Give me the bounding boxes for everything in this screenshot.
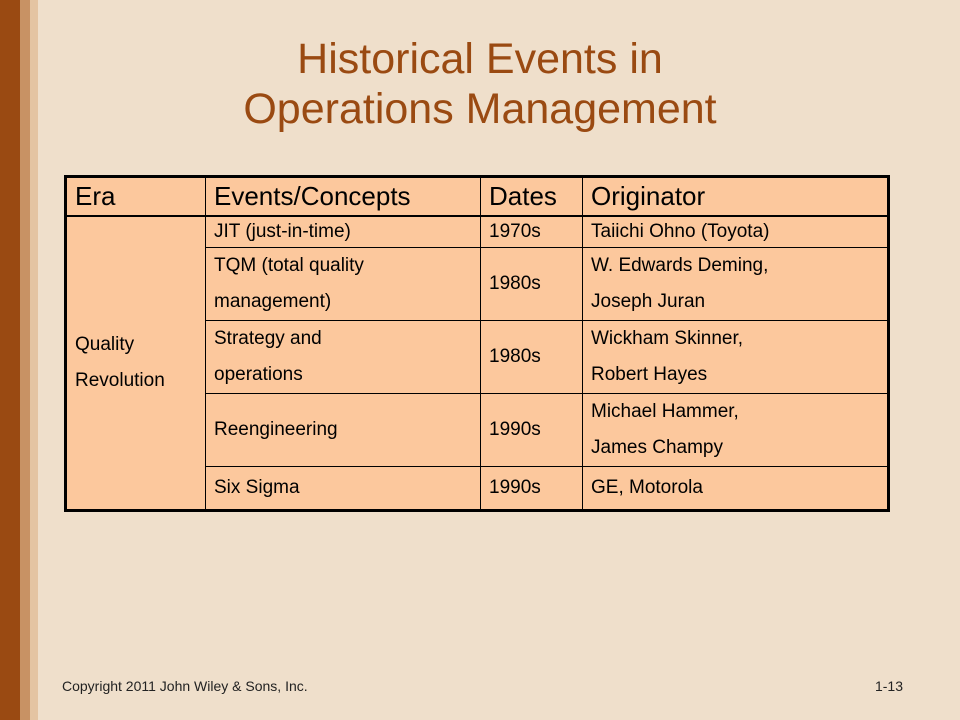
slide-title — [40, 34, 920, 134]
left-stripe-light — [30, 0, 38, 720]
originator-cell — [583, 216, 889, 247]
event-cell — [206, 466, 481, 510]
event-line-1: Strategy and — [214, 327, 322, 349]
header-row — [66, 177, 889, 217]
event-line-1: JIT (just-in-time) — [214, 220, 351, 242]
event-cell — [206, 320, 481, 393]
table-row — [66, 216, 889, 247]
originator-cell — [583, 320, 889, 393]
originator-line-1: Wickham Skinner, — [591, 327, 744, 349]
event-line-1: Reengineering — [214, 418, 338, 440]
date-cell: 1980s — [481, 247, 583, 320]
era-cell — [66, 216, 206, 510]
event-cell — [206, 247, 481, 320]
date-cell: 1980s — [481, 320, 583, 393]
header-era: Era — [66, 177, 206, 217]
originator-line-2: Joseph Juran — [591, 290, 706, 312]
header-events: Events/Concepts — [206, 177, 481, 217]
date-cell: 1990s — [481, 466, 583, 510]
originator-cell — [583, 247, 889, 320]
era-line-2: Revolution — [75, 369, 165, 391]
header-dates: Dates — [481, 177, 583, 217]
left-stripe-mid — [20, 0, 30, 720]
event-cell — [206, 216, 481, 247]
event-cell — [206, 393, 481, 466]
left-stripe-dark — [0, 0, 20, 720]
copyright-text: Copyright 2011 John Wiley & Sons, Inc. — [62, 678, 308, 694]
date-cell: 1970s — [481, 216, 583, 247]
event-line-1: TQM (total quality — [214, 254, 364, 276]
slide-number: 1-13 — [874, 678, 903, 694]
originator-line-1: Michael Hammer, — [591, 400, 739, 422]
title-line-1: Historical Events in — [297, 35, 663, 83]
events-table — [64, 175, 890, 512]
originator-line-1: Taiichi Ohno (Toyota) — [591, 220, 770, 242]
originator-line-2: Robert Hayes — [591, 363, 708, 385]
originator-line-1: W. Edwards Deming, — [591, 254, 769, 276]
title-line-2: Operations Management — [243, 85, 717, 133]
event-line-1: Six Sigma — [214, 476, 300, 498]
event-line-2: operations — [214, 363, 303, 385]
event-line-2: management) — [214, 290, 332, 312]
era-line-1: Quality — [75, 333, 135, 355]
originator-line-2: James Champy — [591, 436, 723, 458]
originator-line-1: GE, Motorola — [591, 476, 703, 498]
originator-cell — [583, 466, 889, 510]
originator-cell — [583, 393, 889, 466]
date-cell: 1990s — [481, 393, 583, 466]
header-originator: Originator — [583, 177, 889, 217]
